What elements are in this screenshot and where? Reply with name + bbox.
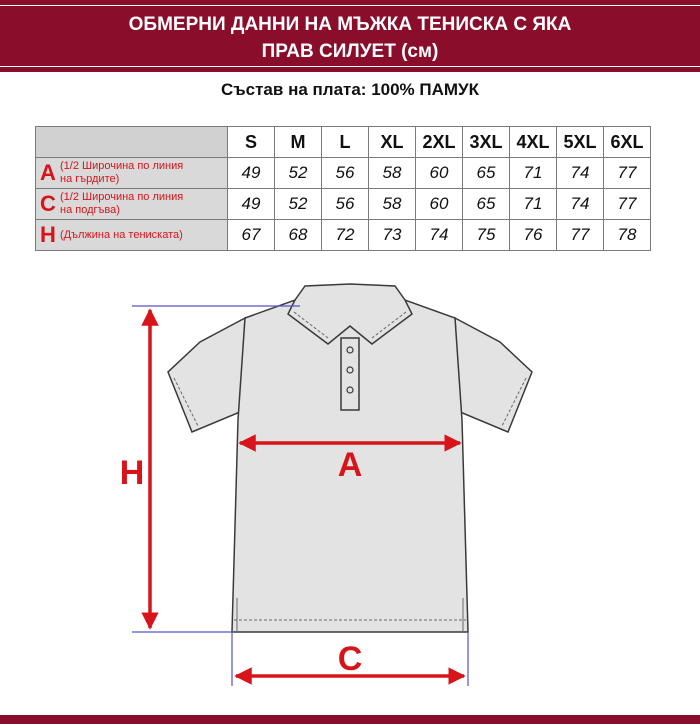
- row-letter: H: [40, 222, 56, 247]
- table-corner: [36, 127, 228, 158]
- table-cell: 58: [369, 189, 416, 220]
- table-cell: 52: [275, 189, 322, 220]
- table-cell: 71: [510, 158, 557, 189]
- table-row-length: [36, 220, 651, 251]
- table-cell: 71: [510, 189, 557, 220]
- row-description: (1/2 Широчина по линия на гърдите): [60, 160, 184, 185]
- size-header-row: [36, 127, 651, 158]
- row-letter: C: [40, 191, 56, 216]
- table-cell: 77: [604, 189, 651, 220]
- size-header: 4XL: [510, 127, 557, 158]
- bottom-rule: [0, 715, 700, 724]
- page-subtitle: ПРАВ СИЛУЕТ (см): [261, 41, 439, 62]
- label-length: H: [119, 454, 145, 492]
- size-header: 6XL: [604, 127, 651, 158]
- table-row-hem: [36, 189, 651, 220]
- label-chest: A: [337, 446, 363, 484]
- table-cell: 68: [275, 220, 322, 251]
- row-label: [36, 189, 228, 220]
- table-cell: 56: [322, 189, 369, 220]
- table-cell: 77: [604, 158, 651, 189]
- row-description: (1/2 Широчина по линия на подгъва): [60, 191, 184, 216]
- table-cell: 65: [463, 189, 510, 220]
- right-sleeve: [455, 318, 532, 432]
- table-cell: 52: [275, 158, 322, 189]
- polo-shirt-diagram: [0, 270, 700, 710]
- table-cell: 49: [228, 189, 275, 220]
- size-header: M: [275, 127, 322, 158]
- table-cell: 65: [463, 158, 510, 189]
- size-header: L: [322, 127, 369, 158]
- table-cell: 58: [369, 158, 416, 189]
- table-cell: 67: [228, 220, 275, 251]
- row-label: [36, 158, 228, 189]
- row-label: [36, 220, 228, 251]
- size-table: [35, 126, 651, 251]
- row-letter: A: [40, 160, 56, 185]
- fabric-composition: Състав на плата: 100% ПАМУК: [220, 80, 480, 99]
- table-cell: 72: [322, 220, 369, 251]
- size-header: XL: [369, 127, 416, 158]
- table-cell: 74: [557, 189, 604, 220]
- table-cell: 49: [228, 158, 275, 189]
- size-header: 2XL: [416, 127, 463, 158]
- table-cell: 60: [416, 189, 463, 220]
- table-cell: 76: [510, 220, 557, 251]
- size-header: 3XL: [463, 127, 510, 158]
- label-hem: C: [337, 640, 363, 678]
- header-banner: [0, 0, 700, 72]
- table-cell: 74: [557, 158, 604, 189]
- table-cell: 60: [416, 158, 463, 189]
- table-cell: 78: [604, 220, 651, 251]
- left-sleeve: [168, 318, 245, 432]
- size-header: S: [228, 127, 275, 158]
- page-title: ОБМЕРНИ ДАННИ НА МЪЖКА ТЕНИСКА С ЯКА: [128, 14, 572, 35]
- placket: [341, 338, 359, 410]
- table-row-chest: [36, 158, 651, 189]
- table-cell: 75: [463, 220, 510, 251]
- table-cell: 74: [416, 220, 463, 251]
- table-cell: 56: [322, 158, 369, 189]
- table-cell: 73: [369, 220, 416, 251]
- table-cell: 77: [557, 220, 604, 251]
- row-description: (Дължина на тениската): [60, 228, 183, 241]
- size-header: 5XL: [557, 127, 604, 158]
